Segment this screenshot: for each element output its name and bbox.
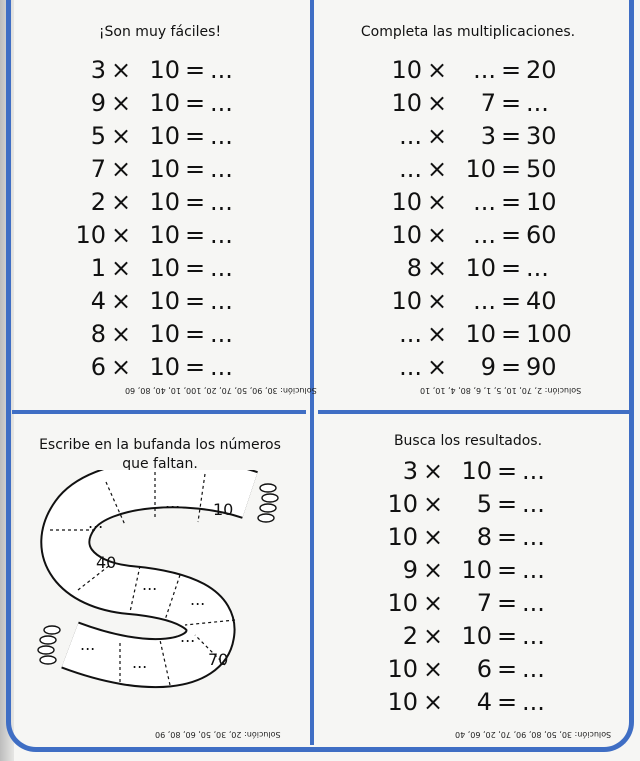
result: ... bbox=[210, 320, 233, 348]
result: ... bbox=[522, 589, 545, 617]
left-operand: 3 bbox=[402, 457, 418, 485]
right-operand: 7 bbox=[476, 589, 492, 617]
left-operand: ... bbox=[399, 320, 422, 348]
equals-sign: = bbox=[500, 188, 522, 216]
left-operand: 2 bbox=[90, 188, 106, 216]
q2-solution: Solución: 2, 70, 10, 5, 1, 6, 80, 4, 10, 10 bbox=[420, 386, 582, 395]
times-sign: × bbox=[422, 490, 444, 518]
result: ... bbox=[210, 155, 233, 183]
equation-row bbox=[388, 351, 557, 384]
right-operand: 10 bbox=[149, 89, 180, 117]
result: ... bbox=[522, 556, 545, 584]
left-operand: 10 bbox=[387, 523, 418, 551]
left-operand: 10 bbox=[391, 89, 422, 117]
equals-sign: = bbox=[496, 622, 518, 650]
equals-sign: = bbox=[500, 221, 522, 249]
result: 100 bbox=[526, 320, 572, 348]
equation-row bbox=[72, 351, 233, 384]
right-operand: 5 bbox=[476, 490, 492, 518]
equation-row bbox=[72, 186, 233, 219]
equals-sign: = bbox=[496, 490, 518, 518]
left-operand: 10 bbox=[391, 221, 422, 249]
left-operand: 8 bbox=[406, 254, 422, 282]
equation-row bbox=[384, 521, 545, 554]
equation-row bbox=[72, 285, 233, 318]
q1-title: ¡Son muy fáciles! bbox=[98, 24, 222, 40]
times-sign: × bbox=[422, 655, 444, 683]
equation-row bbox=[384, 587, 545, 620]
equation-row bbox=[384, 686, 545, 719]
equation-row bbox=[72, 120, 233, 153]
equation-row bbox=[388, 285, 557, 318]
result: ... bbox=[210, 353, 233, 381]
equation-row bbox=[72, 318, 233, 351]
equation-row bbox=[72, 219, 233, 252]
scarf-label-3: ... bbox=[88, 513, 104, 532]
left-operand: 8 bbox=[90, 320, 106, 348]
q2-title: Completa las multiplicaciones. bbox=[360, 24, 576, 40]
left-operand: ... bbox=[399, 122, 422, 150]
equals-sign: = bbox=[184, 56, 206, 84]
result: ... bbox=[526, 89, 549, 117]
result: ... bbox=[210, 56, 233, 84]
result: ... bbox=[210, 188, 233, 216]
right-operand: 6 bbox=[476, 655, 492, 683]
equals-sign: = bbox=[500, 254, 522, 282]
equation-row bbox=[384, 554, 545, 587]
times-sign: × bbox=[426, 122, 448, 150]
q4-solution: Solución: 30, 50, 80, 90, 70, 20, 60, 40 bbox=[455, 730, 612, 739]
left-operand: 10 bbox=[391, 56, 422, 84]
right-operand: ... bbox=[473, 221, 496, 249]
scarf-label-10b: ... bbox=[80, 635, 96, 654]
left-operand: 10 bbox=[75, 221, 106, 249]
right-operand: 10 bbox=[465, 254, 496, 282]
q3-title bbox=[20, 436, 300, 474]
result: 60 bbox=[526, 221, 557, 249]
right-operand: 10 bbox=[465, 320, 496, 348]
equals-sign: = bbox=[500, 353, 522, 381]
times-sign: × bbox=[422, 622, 444, 650]
result: 20 bbox=[526, 56, 557, 84]
result: ... bbox=[522, 523, 545, 551]
equals-sign: = bbox=[500, 155, 522, 183]
times-sign: × bbox=[110, 287, 132, 315]
right-operand: 8 bbox=[476, 523, 492, 551]
scarf-label-5: ... bbox=[142, 575, 158, 594]
right-operand: 10 bbox=[461, 457, 492, 485]
times-sign: × bbox=[110, 89, 132, 117]
equation-row bbox=[384, 653, 545, 686]
times-sign: × bbox=[110, 320, 132, 348]
times-sign: × bbox=[426, 188, 448, 216]
left-operand: 10 bbox=[387, 655, 418, 683]
left-operand: 3 bbox=[90, 56, 106, 84]
right-operand: 10 bbox=[149, 122, 180, 150]
equals-sign: = bbox=[184, 155, 206, 183]
result: ... bbox=[522, 655, 545, 683]
times-sign: × bbox=[110, 353, 132, 381]
result: 30 bbox=[526, 122, 557, 150]
q3-title-line1: Escribe en la bufanda los números bbox=[39, 437, 281, 453]
result: 50 bbox=[526, 155, 557, 183]
scarf-label-2: ... bbox=[165, 493, 181, 512]
result: ... bbox=[522, 457, 545, 485]
equals-sign: = bbox=[496, 688, 518, 716]
right-operand: 10 bbox=[149, 254, 180, 282]
equals-sign: = bbox=[496, 556, 518, 584]
equals-sign: = bbox=[184, 122, 206, 150]
right-operand: ... bbox=[473, 56, 496, 84]
result: ... bbox=[210, 122, 233, 150]
right-operand: 10 bbox=[149, 155, 180, 183]
left-operand: 10 bbox=[387, 688, 418, 716]
equation-row bbox=[388, 318, 572, 351]
left-operand: 1 bbox=[90, 254, 106, 282]
equals-sign: = bbox=[496, 523, 518, 551]
times-sign: × bbox=[110, 221, 132, 249]
equation-row bbox=[384, 620, 545, 653]
q3-solution: Solución: 20, 30, 50, 60, 80, 90 bbox=[155, 730, 281, 739]
left-operand: 10 bbox=[391, 188, 422, 216]
horizontal-divider-right bbox=[318, 410, 630, 414]
result: ... bbox=[210, 221, 233, 249]
times-sign: × bbox=[110, 254, 132, 282]
right-operand: ... bbox=[473, 287, 496, 315]
times-sign: × bbox=[426, 155, 448, 183]
left-operand: 4 bbox=[90, 287, 106, 315]
left-operand: 5 bbox=[90, 122, 106, 150]
result: ... bbox=[522, 688, 545, 716]
equals-sign: = bbox=[184, 188, 206, 216]
times-sign: × bbox=[426, 89, 448, 117]
result: ... bbox=[522, 490, 545, 518]
equals-sign: = bbox=[184, 353, 206, 381]
times-sign: × bbox=[422, 556, 444, 584]
equals-sign: = bbox=[500, 122, 522, 150]
left-operand: 10 bbox=[391, 287, 422, 315]
left-operand: 6 bbox=[90, 353, 106, 381]
times-sign: × bbox=[110, 122, 132, 150]
q4-title: Busca los resultados. bbox=[393, 433, 543, 449]
times-sign: × bbox=[422, 589, 444, 617]
result: 40 bbox=[526, 287, 557, 315]
right-operand: 10 bbox=[461, 556, 492, 584]
result: ... bbox=[210, 287, 233, 315]
equals-sign: = bbox=[500, 320, 522, 348]
right-operand: 10 bbox=[461, 622, 492, 650]
equation-row bbox=[72, 153, 233, 186]
times-sign: × bbox=[426, 320, 448, 348]
equals-sign: = bbox=[496, 655, 518, 683]
equals-sign: = bbox=[184, 254, 206, 282]
equation-row bbox=[384, 455, 545, 488]
scarf-label-9: ... bbox=[132, 653, 148, 672]
q3-title-line2: que faltan. bbox=[122, 456, 198, 472]
times-sign: × bbox=[426, 254, 448, 282]
result: ... bbox=[210, 254, 233, 282]
equals-sign: = bbox=[500, 56, 522, 84]
equation-row bbox=[388, 219, 557, 252]
equals-sign: = bbox=[496, 457, 518, 485]
times-sign: × bbox=[422, 523, 444, 551]
left-operand: 10 bbox=[387, 490, 418, 518]
vertical-divider bbox=[310, 0, 314, 745]
result: ... bbox=[526, 254, 549, 282]
equals-sign: = bbox=[184, 320, 206, 348]
times-sign: × bbox=[110, 56, 132, 84]
scarf-label-70: 70 bbox=[208, 650, 229, 669]
result: ... bbox=[210, 89, 233, 117]
equation-row bbox=[388, 87, 549, 120]
right-operand: 7 bbox=[480, 89, 496, 117]
times-sign: × bbox=[426, 287, 448, 315]
equation-row bbox=[384, 488, 545, 521]
horizontal-divider-left bbox=[12, 410, 306, 414]
equation-row bbox=[72, 54, 233, 87]
times-sign: × bbox=[110, 188, 132, 216]
equation-row bbox=[388, 186, 557, 219]
scarf-label-6: ... bbox=[190, 590, 206, 609]
q1-solution: Solución: 30, 90, 50, 70, 20, 100, 10, 40, 80, 60 bbox=[125, 386, 317, 395]
right-operand: 10 bbox=[149, 320, 180, 348]
equals-sign: = bbox=[184, 89, 206, 117]
result: 10 bbox=[526, 188, 557, 216]
right-operand: 10 bbox=[149, 56, 180, 84]
right-operand: ... bbox=[473, 188, 496, 216]
right-operand: 10 bbox=[149, 221, 180, 249]
equation-row bbox=[388, 153, 557, 186]
right-operand: 10 bbox=[149, 188, 180, 216]
scarf-illustration bbox=[30, 470, 290, 715]
equals-sign: = bbox=[184, 221, 206, 249]
equation-row bbox=[72, 87, 233, 120]
times-sign: × bbox=[426, 56, 448, 84]
equals-sign: = bbox=[496, 589, 518, 617]
equation-row bbox=[388, 120, 557, 153]
times-sign: × bbox=[422, 457, 444, 485]
right-operand: 9 bbox=[480, 353, 496, 381]
equation-row bbox=[72, 252, 233, 285]
scarf-label-40: 40 bbox=[96, 553, 117, 572]
scarf-label-7: ... bbox=[180, 627, 196, 646]
right-operand: 10 bbox=[149, 287, 180, 315]
times-sign: × bbox=[426, 221, 448, 249]
equation-row bbox=[388, 54, 557, 87]
scarf-label-10: 10 bbox=[213, 500, 234, 519]
times-sign: × bbox=[422, 688, 444, 716]
left-operand: ... bbox=[399, 155, 422, 183]
equation-row bbox=[388, 252, 549, 285]
right-operand: 4 bbox=[476, 688, 492, 716]
equals-sign: = bbox=[500, 89, 522, 117]
result: 90 bbox=[526, 353, 557, 381]
right-operand: 10 bbox=[465, 155, 496, 183]
equals-sign: = bbox=[500, 287, 522, 315]
times-sign: × bbox=[426, 353, 448, 381]
equals-sign: = bbox=[184, 287, 206, 315]
left-operand: 9 bbox=[90, 89, 106, 117]
left-operand: ... bbox=[399, 353, 422, 381]
right-operand: 10 bbox=[149, 353, 180, 381]
left-operand: 2 bbox=[402, 622, 418, 650]
left-operand: 10 bbox=[387, 589, 418, 617]
result: ... bbox=[522, 622, 545, 650]
left-operand: 7 bbox=[90, 155, 106, 183]
times-sign: × bbox=[110, 155, 132, 183]
left-operand: 9 bbox=[402, 556, 418, 584]
right-operand: 3 bbox=[480, 122, 496, 150]
